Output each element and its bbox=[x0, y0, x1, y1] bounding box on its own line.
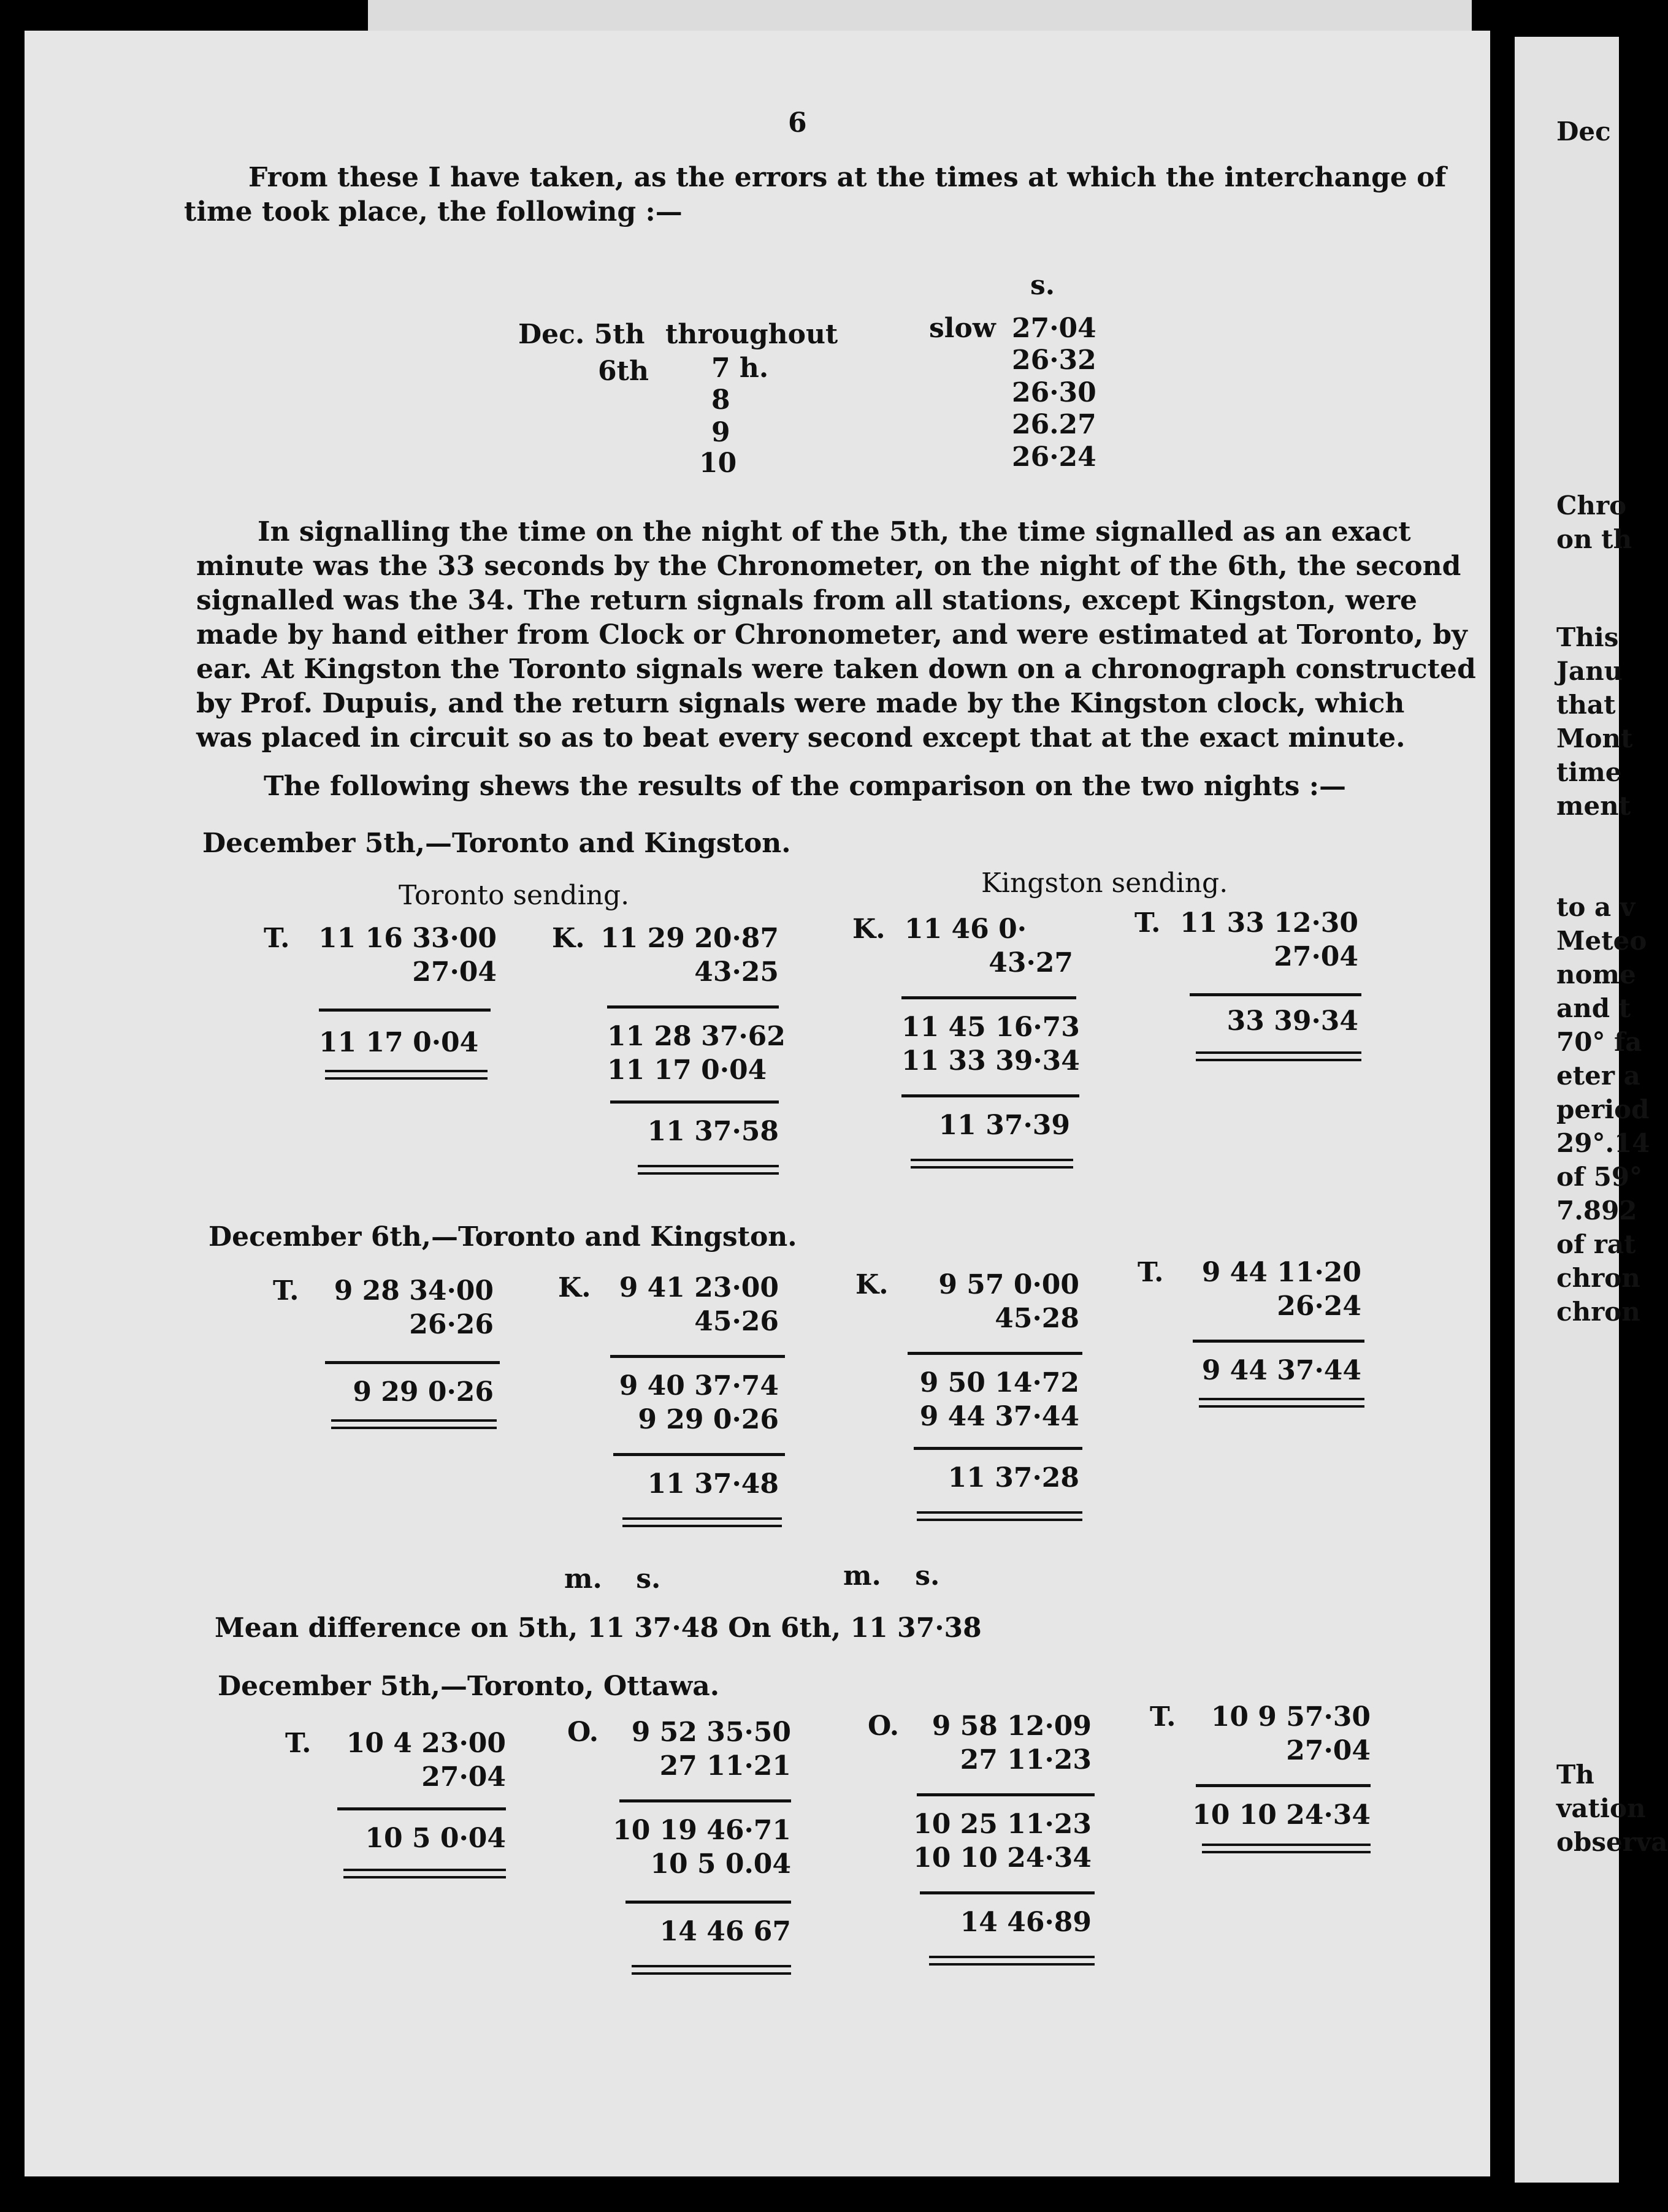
calc-result: 11 17 0·04 bbox=[607, 1055, 767, 1086]
facing-page-fragment: This bbox=[1556, 622, 1619, 652]
calc-line: 9 28 34·00 bbox=[334, 1275, 494, 1306]
errors-date: 6th bbox=[598, 356, 649, 387]
double-rule bbox=[343, 1869, 506, 1878]
calc-line: 27 11·21 bbox=[659, 1750, 791, 1782]
calc-result: 9 29 0·26 bbox=[638, 1404, 779, 1435]
calc-result: 10 10 24·34 bbox=[913, 1842, 1092, 1874]
double-rule bbox=[331, 1419, 497, 1429]
calc-result: 9 50 14·72 bbox=[919, 1367, 1079, 1398]
section-heading: December 6th,—Toronto and Kingston. bbox=[208, 1221, 797, 1253]
facing-page-fragment: on th bbox=[1556, 524, 1632, 554]
calc-result: 10 5 0.04 bbox=[650, 1848, 791, 1880]
facing-page-fragment: that bbox=[1556, 690, 1616, 720]
sum-rule bbox=[613, 1453, 785, 1456]
facing-page-fragment: of 59° bbox=[1556, 1162, 1643, 1192]
errors-time: 8 bbox=[711, 384, 730, 416]
paragraph-line: minute was the 33 seconds by the Chronometer, on the night of the 6th, the second bbox=[196, 551, 1461, 582]
calc-kingston-send-t bbox=[1134, 907, 1368, 1073]
sum-rule bbox=[1193, 1340, 1364, 1343]
calc-prefix: T. bbox=[264, 923, 290, 954]
errors-time: 9 bbox=[711, 417, 730, 448]
errors-direction: slow bbox=[929, 313, 996, 344]
facing-page-fragment: 7.892 bbox=[1556, 1196, 1637, 1226]
double-rule bbox=[638, 1165, 779, 1175]
calc-line: 45·26 bbox=[694, 1306, 779, 1337]
facing-page-fragment: 70° fa bbox=[1556, 1027, 1642, 1057]
double-rule bbox=[1202, 1844, 1371, 1853]
errors-value: 26·30 bbox=[1012, 377, 1096, 408]
calc-line: 26·26 bbox=[409, 1309, 494, 1340]
double-rule bbox=[1199, 1398, 1364, 1408]
calc-ottawa-o-send bbox=[868, 1710, 1101, 1980]
errors-value: 26.27 bbox=[1012, 409, 1096, 440]
facing-page-fragment: Chro bbox=[1556, 490, 1627, 521]
calc-prefix: T. bbox=[285, 1728, 312, 1759]
double-rule bbox=[632, 1965, 791, 1975]
calc-line: 10 4 23·00 bbox=[346, 1728, 506, 1759]
calc-ottawa-o-recv bbox=[567, 1717, 800, 1986]
facing-page-edge bbox=[1515, 37, 1668, 2183]
double-rule bbox=[911, 1159, 1073, 1169]
facing-page-fragment: period bbox=[1556, 1094, 1650, 1124]
toronto-sending-label: Toronto sending. bbox=[399, 880, 630, 911]
calc-prefix: T. bbox=[1134, 907, 1161, 939]
calc-dec6-t-send bbox=[273, 1275, 506, 1441]
sum-rule bbox=[325, 1361, 500, 1364]
calc-prefix: K. bbox=[855, 1269, 889, 1300]
calc-prefix: T. bbox=[1138, 1257, 1164, 1288]
double-rule bbox=[929, 1956, 1095, 1966]
double-rule bbox=[622, 1517, 782, 1527]
sum-rule bbox=[914, 1447, 1082, 1450]
double-rule bbox=[325, 1070, 488, 1080]
facing-page-fragment: nome bbox=[1556, 959, 1636, 990]
facing-page-fragment: observa bbox=[1556, 1827, 1668, 1857]
calc-line: 27·04 bbox=[1274, 941, 1358, 972]
facing-page-fragment: to a v bbox=[1556, 892, 1635, 922]
errors-unit: s. bbox=[1030, 270, 1055, 301]
sum-rule bbox=[1196, 1784, 1371, 1787]
calc-result: 10 5 0·04 bbox=[365, 1823, 506, 1854]
sum-rule bbox=[917, 1793, 1095, 1796]
sum-rule bbox=[619, 1799, 791, 1802]
calc-result: 11 45 16·73 bbox=[901, 1012, 1080, 1043]
calc-toronto-send-k bbox=[552, 923, 785, 1180]
calc-prefix: O. bbox=[567, 1717, 599, 1748]
facing-page-fragment: Janu bbox=[1556, 656, 1623, 686]
calc-line: 11 29 20·87 bbox=[600, 923, 779, 954]
errors-value: 27·04 bbox=[1012, 313, 1096, 344]
sum-rule bbox=[1190, 993, 1361, 996]
calc-ottawa-t-recv bbox=[1150, 1701, 1383, 1873]
units-label: m. s. bbox=[564, 1563, 661, 1595]
calc-result: 9 40 37·74 bbox=[619, 1370, 779, 1402]
intro-line-2: time took place, the following :— bbox=[184, 196, 683, 227]
facing-page-fragment: Th bbox=[1556, 1760, 1594, 1790]
calc-line: 10 9 57·30 bbox=[1211, 1701, 1371, 1733]
paragraph-line: signalled was the 34. The return signals from all stations, except Kingston, were bbox=[196, 585, 1418, 616]
calc-line: 45·28 bbox=[995, 1303, 1079, 1334]
calc-final: 11 37·48 bbox=[647, 1468, 779, 1500]
calc-line: 27·04 bbox=[412, 956, 497, 988]
sum-rule bbox=[901, 1094, 1079, 1097]
calc-prefix: K. bbox=[558, 1272, 591, 1303]
calc-line: 27 11·23 bbox=[960, 1744, 1092, 1775]
sum-rule bbox=[607, 1005, 779, 1009]
calc-line: 9 58 12·09 bbox=[932, 1710, 1092, 1742]
double-rule bbox=[1196, 1051, 1361, 1061]
following-line: The following shews the results of the comparison on the two nights :— bbox=[264, 771, 1346, 802]
sum-rule bbox=[337, 1807, 506, 1810]
calc-line: 43·25 bbox=[694, 956, 779, 988]
calc-line: 11 33 12·30 bbox=[1180, 907, 1358, 939]
facing-page-fragment: 29°.14 bbox=[1556, 1128, 1650, 1158]
calc-final: 11 37·58 bbox=[647, 1116, 779, 1147]
facing-page-fragment: Mont bbox=[1556, 723, 1633, 753]
facing-page-fragment: chron bbox=[1556, 1263, 1640, 1293]
intro-paragraph bbox=[184, 161, 1446, 229]
facing-page-fragment: time bbox=[1556, 757, 1622, 787]
calc-prefix: T. bbox=[1150, 1701, 1176, 1733]
intro-line-1: From these I have taken, as the errors at the times at which the interchange of bbox=[248, 162, 1447, 193]
facing-page-fragment: Dec bbox=[1556, 116, 1611, 147]
calc-result: 9 44 37·44 bbox=[919, 1401, 1079, 1432]
binding-notch bbox=[1496, 1042, 1515, 1116]
calc-line: 27·04 bbox=[421, 1761, 506, 1793]
calc-result: 11 17 0·04 bbox=[319, 1027, 479, 1058]
errors-time: throughout bbox=[665, 319, 838, 350]
calc-dec6-k-send bbox=[855, 1269, 1088, 1533]
calc-ottawa-t-send bbox=[285, 1728, 518, 1893]
calc-result: 9 29 0·26 bbox=[353, 1376, 494, 1408]
calc-result: 9 44 37·44 bbox=[1201, 1355, 1361, 1386]
calc-line: 11 46 0· bbox=[905, 913, 1027, 945]
facing-page-fragment: of rat bbox=[1556, 1229, 1636, 1259]
mean-difference: Mean difference on 5th, 11 37·48 On 6th, 11 37·38 bbox=[215, 1612, 982, 1644]
calc-result: 10 19 46·71 bbox=[613, 1815, 791, 1846]
sum-rule bbox=[920, 1891, 1095, 1894]
signalling-paragraph bbox=[196, 515, 1476, 755]
calc-toronto-send-t bbox=[264, 923, 497, 1082]
calc-result: 10 10 24·34 bbox=[1192, 1799, 1371, 1831]
section-heading: December 5th,—Toronto, Ottawa. bbox=[218, 1671, 720, 1702]
paragraph-line: In signalling the time on the night of the 5th, the time signalled as an exact bbox=[258, 516, 1411, 547]
sum-rule bbox=[610, 1355, 785, 1358]
units-label: m. s. bbox=[843, 1560, 940, 1592]
calc-line: 9 57 0·00 bbox=[938, 1269, 1079, 1300]
calc-result: 11 28 37·62 bbox=[607, 1021, 786, 1052]
calc-dec6-t-recv bbox=[1138, 1257, 1371, 1422]
paragraph-line: ear. At Kingston the Toronto signals were taken down on a chronograph constructed bbox=[196, 654, 1476, 685]
paragraph-line: by Prof. Dupuis, and the return signals were made by the Kingston clock, which bbox=[196, 688, 1405, 719]
calc-result: 33 39·34 bbox=[1226, 1005, 1358, 1037]
facing-page-fragment: and t bbox=[1556, 993, 1631, 1023]
double-rule bbox=[917, 1511, 1082, 1521]
paragraph-line: was placed in circuit so as to beat every second except that at the exact minute. bbox=[196, 722, 1406, 753]
errors-date: Dec. 5th bbox=[518, 319, 645, 350]
kingston-sending-label: Kingston sending. bbox=[981, 868, 1228, 899]
calc-prefix: T. bbox=[273, 1275, 299, 1306]
calc-prefix: K. bbox=[552, 923, 585, 954]
calc-line: 9 44 11·20 bbox=[1201, 1257, 1361, 1288]
facing-page-fragment: chron bbox=[1556, 1297, 1640, 1327]
errors-value: 26·24 bbox=[1012, 441, 1096, 473]
facing-page-fragment: Meteo bbox=[1556, 926, 1647, 956]
facing-page-fragment: ment bbox=[1556, 791, 1631, 821]
paragraph-line: made by hand either from Clock or Chronometer, and were estimated at Toronto, by bbox=[196, 619, 1467, 650]
facing-page-fragment: vation bbox=[1556, 1793, 1646, 1823]
calc-final: 11 37·39 bbox=[938, 1110, 1070, 1141]
calc-final: 14 46·89 bbox=[960, 1907, 1092, 1938]
sum-rule bbox=[610, 1100, 779, 1104]
errors-time: 10 bbox=[699, 448, 737, 479]
calc-final: 14 46 67 bbox=[659, 1916, 791, 1947]
calc-line: 43·27 bbox=[989, 947, 1073, 978]
sum-rule bbox=[319, 1009, 491, 1012]
sum-rule bbox=[626, 1901, 791, 1904]
sum-rule bbox=[901, 996, 1076, 999]
section-heading: December 5th,—Toronto and Kingston. bbox=[202, 828, 791, 859]
page-number: 6 bbox=[788, 107, 807, 139]
calc-prefix: K. bbox=[852, 913, 886, 945]
sum-rule bbox=[908, 1352, 1082, 1355]
calc-result: 10 25 11·23 bbox=[913, 1809, 1092, 1840]
calc-dec6-k-recv bbox=[558, 1272, 791, 1536]
errors-time: 7 h. bbox=[711, 353, 769, 384]
calc-final: 11 37·28 bbox=[947, 1462, 1079, 1493]
calc-line: 27·04 bbox=[1286, 1735, 1371, 1766]
calc-kingston-send-k bbox=[852, 913, 1085, 1177]
calc-line: 11 16 33·00 bbox=[318, 923, 497, 954]
calc-line: 9 52 35·50 bbox=[631, 1717, 791, 1748]
calc-line: 9 41 23·00 bbox=[619, 1272, 779, 1303]
calc-line: 26·24 bbox=[1277, 1291, 1361, 1322]
calc-result: 11 33 39·34 bbox=[901, 1045, 1080, 1077]
errors-value: 26·32 bbox=[1012, 345, 1096, 376]
calc-prefix: O. bbox=[868, 1710, 900, 1742]
facing-page-fragment: eter a bbox=[1556, 1061, 1640, 1091]
